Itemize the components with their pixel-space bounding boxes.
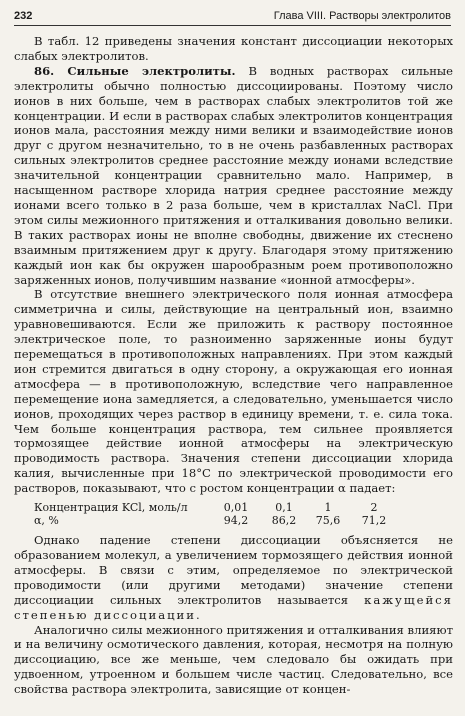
table-cell: 94,2 <box>223 514 249 528</box>
table-row <box>14 514 453 527</box>
spaced-term: кажущейся степенью диссоциации. <box>14 592 453 622</box>
paragraph-4 <box>14 533 453 622</box>
table-cell: 2 <box>370 501 378 515</box>
paragraph-2 <box>14 64 453 288</box>
page-number: 232 <box>14 10 33 22</box>
table-row <box>14 501 453 514</box>
page-body <box>14 34 453 697</box>
table-cell: 71,2 <box>361 514 387 528</box>
paragraph-3: В отсутствие внешнего электрического поля ионная атмосфера симметрична и силы, действующие на центральный ион, взаимно уравновешиваются. Если же приложить к раствору постоянное электрическое поле, то разноименно заряженные ионы будут перемещаться в противоположных направлениях. При этом каждый ион стремится двигаться в одну сторону, а окружающая его ионная атмосфера — в противоположную, вследствие чего направленное перемещение иона замедляется, а следовательно, уменьшается число ионов, проходящих через раствор в единицу времени, т. е. сила тока. Чем больше концентрация раствора, тем сильнее проявляется тормозящее действие ионной атмосферы на электрическую проводимость раствора. Значения степени диссоциации хлорида калия, вычисленные при 18°С по электрической проводимости его растворов, показывают, что с ростом концентрации α падает: <box>14 287 453 496</box>
page-header <box>14 10 451 26</box>
paragraph-5: Аналогично силы межионного притяжения и отталкивания влияют и на величину осмотического давления, которая, несмотря на полную диссоциацию, все же меньше, чем следовало бы ожидать при удвоенном, утроенном и большем числе частиц. Следовательно, все свойства раствора электролита, зависящие от концен- <box>14 622 453 697</box>
row-label: α, % <box>34 514 59 528</box>
table-cell: 1 <box>324 501 332 515</box>
paragraph-2-text: В водных растворах сильные электролиты обычно полностью диссоциированы. Поэтому число ионов в них больше, чем в растворах слабых электролитов той же концентрации. И если в растворах слабых электролитов концентрация ионов мала, расстояния между ними велики и взаимодействие ионов друг с другом незначительно, то в не очень разбавленных растворах сильных электролитов среднее расстояние между ионами вследствие значительной концентрации сравнительно мало. Например, в насыщенном растворе хлорида натрия среднее расстояние между ионами всего только в 2 раза больше, чем в кристаллах NaCl. При этом силы межионного притяжения и отталкивания довольно велики. В таких растворах ионы не вполне свободны, движение их стеснено взаимным притяжением друг к другу. Благодаря этому притяжению каждый ион как бы окружен шарообразным роем противоположно заряженных ионов, получившим название «ионной атмосферы». <box>14 63 454 287</box>
table-cell: 75,6 <box>315 514 341 528</box>
paragraph-1: В табл. 12 приведены значения констант диссоциации некоторых слабых электролитов. <box>14 34 453 63</box>
table-cell: 86,2 <box>271 514 297 528</box>
dissociation-table <box>14 501 453 527</box>
section-heading: 86. Сильные электролиты. <box>34 63 236 78</box>
table-cell: 0,01 <box>223 501 249 515</box>
table-cell: 0,1 <box>275 501 293 515</box>
paragraph-4-text: Однако падение степени диссоциации объясняется не образованием молекул, а увеличением тормозящего действия ионной атмосферы. В связи с этим, определяемое по электрической проводимости (или другими методами) значение степени диссоциации сильных электролитов называется <box>14 533 453 607</box>
row-label: Концентрация KCl, моль/л <box>34 501 188 515</box>
chapter-title: Глава VIII. Растворы электролитов <box>273 10 451 22</box>
